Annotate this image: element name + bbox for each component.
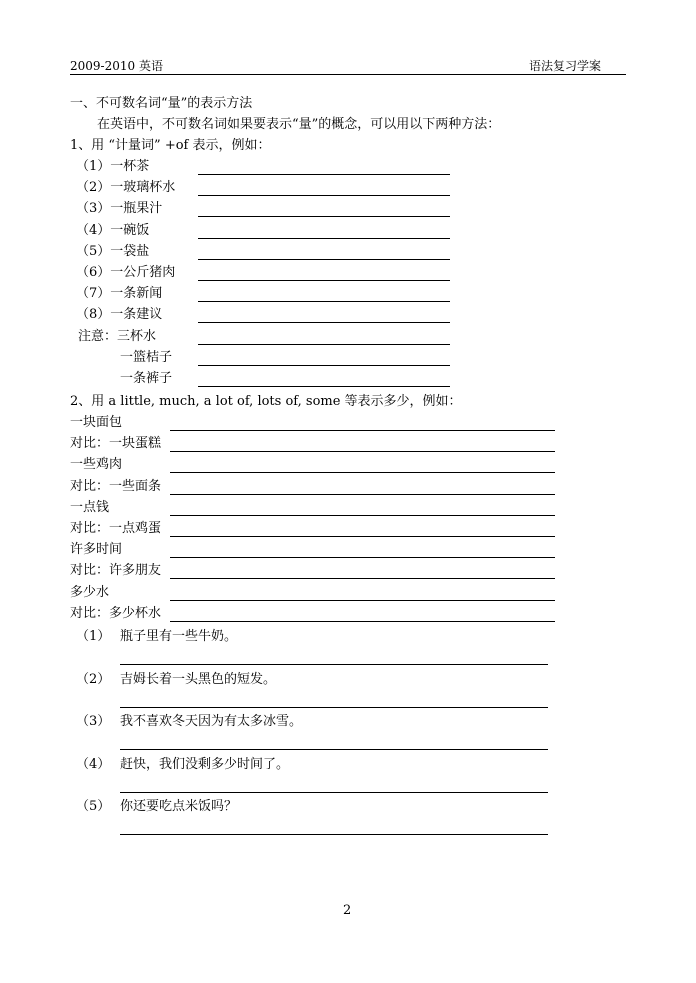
quantity-item-label: 多少水 (70, 584, 110, 600)
measure-item-label: （5）一袋盐 (76, 243, 150, 259)
measure-item-label: 注意：三杯水 (78, 328, 157, 344)
measure-item-label: （6）一公斤猪肉 (76, 265, 176, 280)
measure-item-label: （2）一玻璃杯水 (76, 180, 176, 196)
measure-item-label: （3）一瓶果汁 (76, 201, 163, 217)
quantity-item-label: 对比：多少杯水 (70, 605, 162, 621)
translation-prompt: 吉姆长着一头黑色的短发。 (120, 671, 277, 687)
measure-item-label: （4）一碗饭 (76, 222, 150, 238)
answer-blank-line[interactable] (198, 174, 450, 175)
answer-blank-line[interactable] (170, 557, 555, 558)
answer-blank-line[interactable] (170, 494, 555, 495)
section-title: 一、不可数名词“量”的表示方法 (70, 96, 253, 111)
translation-prompt: 赶快，我们没剩多少时间了。 (120, 756, 290, 772)
answer-blank-line[interactable] (198, 365, 450, 366)
translation-number: （1） (76, 629, 111, 644)
quantity-item-label: 对比：一些面条 (70, 478, 162, 494)
translation-number: （5） (76, 799, 111, 814)
measure-item-label: （7）一条新闻 (76, 286, 163, 302)
translation-prompt: 瓶子里有一些牛奶。 (120, 629, 238, 644)
quantity-item-label: 对比：一点鸡蛋 (70, 521, 162, 536)
header-right: 语法复习学案 (529, 59, 602, 73)
quantity-item-label: 一点钱 (70, 499, 110, 515)
translation-prompt: 你还要吃点米饭吗？ (120, 799, 238, 814)
translation-answer-line[interactable] (120, 749, 548, 750)
page-number: 2 (343, 903, 352, 918)
quantity-item-label: 一块面包 (70, 415, 123, 430)
answer-blank-line[interactable] (170, 600, 555, 601)
answer-blank-line[interactable] (198, 280, 450, 281)
answer-blank-line[interactable] (198, 238, 450, 239)
measure-item-label: （1）一杯茶 (76, 159, 150, 174)
method-two-heading: 2、用 a little, much, a lot of, lots of, some 等表示多少，例如： (70, 394, 462, 409)
measure-item-label: 一篮桔子 (120, 349, 173, 365)
answer-blank-line[interactable] (198, 195, 450, 196)
answer-blank-line[interactable] (198, 386, 450, 387)
answer-blank-line[interactable] (198, 344, 450, 345)
answer-blank-line[interactable] (198, 216, 450, 217)
translation-answer-line[interactable] (120, 707, 548, 708)
measure-item-label: （8）一条建议 (76, 307, 163, 323)
answer-blank-line[interactable] (170, 430, 555, 431)
header-rule (70, 74, 626, 75)
quantity-item-label: 许多时间 (70, 542, 123, 558)
quantity-item-label: 一些鸡肉 (70, 457, 123, 473)
method-one-heading: 1、用 “计量词” +of 表示，例如： (70, 138, 271, 153)
header-left: 2009-2010 英语 (70, 59, 163, 73)
translation-number: （2） (76, 671, 111, 687)
translation-answer-line[interactable] (120, 834, 548, 835)
answer-blank-line[interactable] (170, 515, 555, 516)
intro-text: 在英语中，不可数名词如果要表示“量”的概念，可以用以下两种方法： (97, 117, 501, 132)
answer-blank-line[interactable] (198, 259, 450, 260)
quantity-item-label: 对比：许多朋友 (70, 563, 162, 579)
translation-answer-line[interactable] (120, 664, 548, 665)
answer-blank-line[interactable] (170, 472, 555, 473)
answer-blank-line[interactable] (198, 322, 450, 323)
translation-number: （4） (76, 756, 111, 772)
measure-item-label: 一条裤子 (120, 371, 173, 386)
answer-blank-line[interactable] (170, 621, 555, 622)
answer-blank-line[interactable] (198, 301, 450, 302)
translation-number: （3） (76, 714, 111, 729)
answer-blank-line[interactable] (170, 451, 555, 452)
answer-blank-line[interactable] (170, 578, 555, 579)
answer-blank-line[interactable] (170, 536, 555, 537)
translation-prompt: 我不喜欢冬天因为有太多冰雪。 (120, 714, 303, 729)
translation-answer-line[interactable] (120, 792, 548, 793)
quantity-item-label: 对比：一块蛋糕 (70, 436, 162, 452)
